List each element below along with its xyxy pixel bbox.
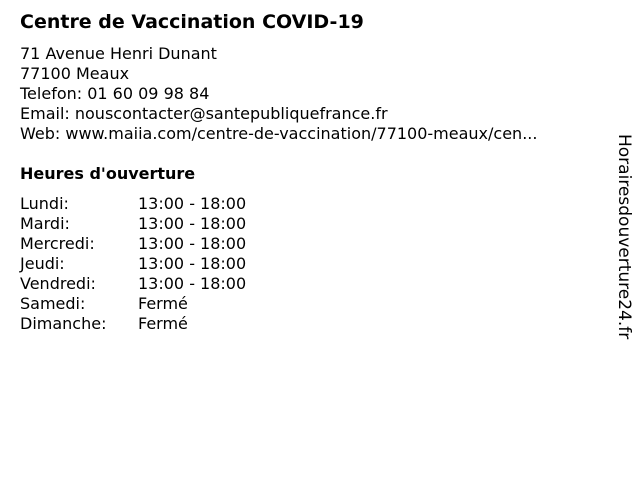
hours-row-monday [20,194,246,214]
page-title: Centre de Vaccination COVID-19 [20,11,364,33]
contact-block [20,44,537,144]
day-label: Dimanche: [20,314,107,333]
hours-row-friday [20,274,246,294]
hours-row-tuesday [20,214,246,234]
web-line: Web: www.maiia.com/centre-de-vaccination/77100-meaux/cen... [20,124,538,143]
hours-value: 13:00 - 18:00 [138,234,247,253]
address-street: 71 Avenue Henri Dunant [20,44,217,63]
address-city: 77100 Meaux [20,64,130,83]
hours-value: 13:00 - 18:00 [138,274,247,293]
hours-heading: Heures d'ouverture [20,164,196,183]
watermark-brand [612,134,636,374]
hours-value: Fermé [138,314,188,333]
day-label: Lundi: [20,194,69,213]
hours-value: 13:00 - 18:00 [138,254,247,273]
watermark-brand-text: Horairesdouverture24.fr [614,134,634,340]
hours-row-sunday [20,314,246,334]
hours-value: Fermé [138,294,188,313]
hours-value: 13:00 - 18:00 [138,214,247,233]
phone-line: Telefon: 01 60 09 98 84 [20,84,210,103]
day-label: Samedi: [20,294,86,313]
hours-row-saturday [20,294,246,314]
day-label: Mercredi: [20,234,95,253]
day-label: Vendredi: [20,274,96,293]
email-line: Email: nouscontacter@santepubliquefrance.fr [20,104,388,123]
hours-row-wednesday [20,234,246,254]
day-label: Mardi: [20,214,70,233]
hours-value: 13:00 - 18:00 [138,194,247,213]
hours-table [20,194,246,334]
day-label: Jeudi: [20,254,65,273]
hours-row-thursday [20,254,246,274]
